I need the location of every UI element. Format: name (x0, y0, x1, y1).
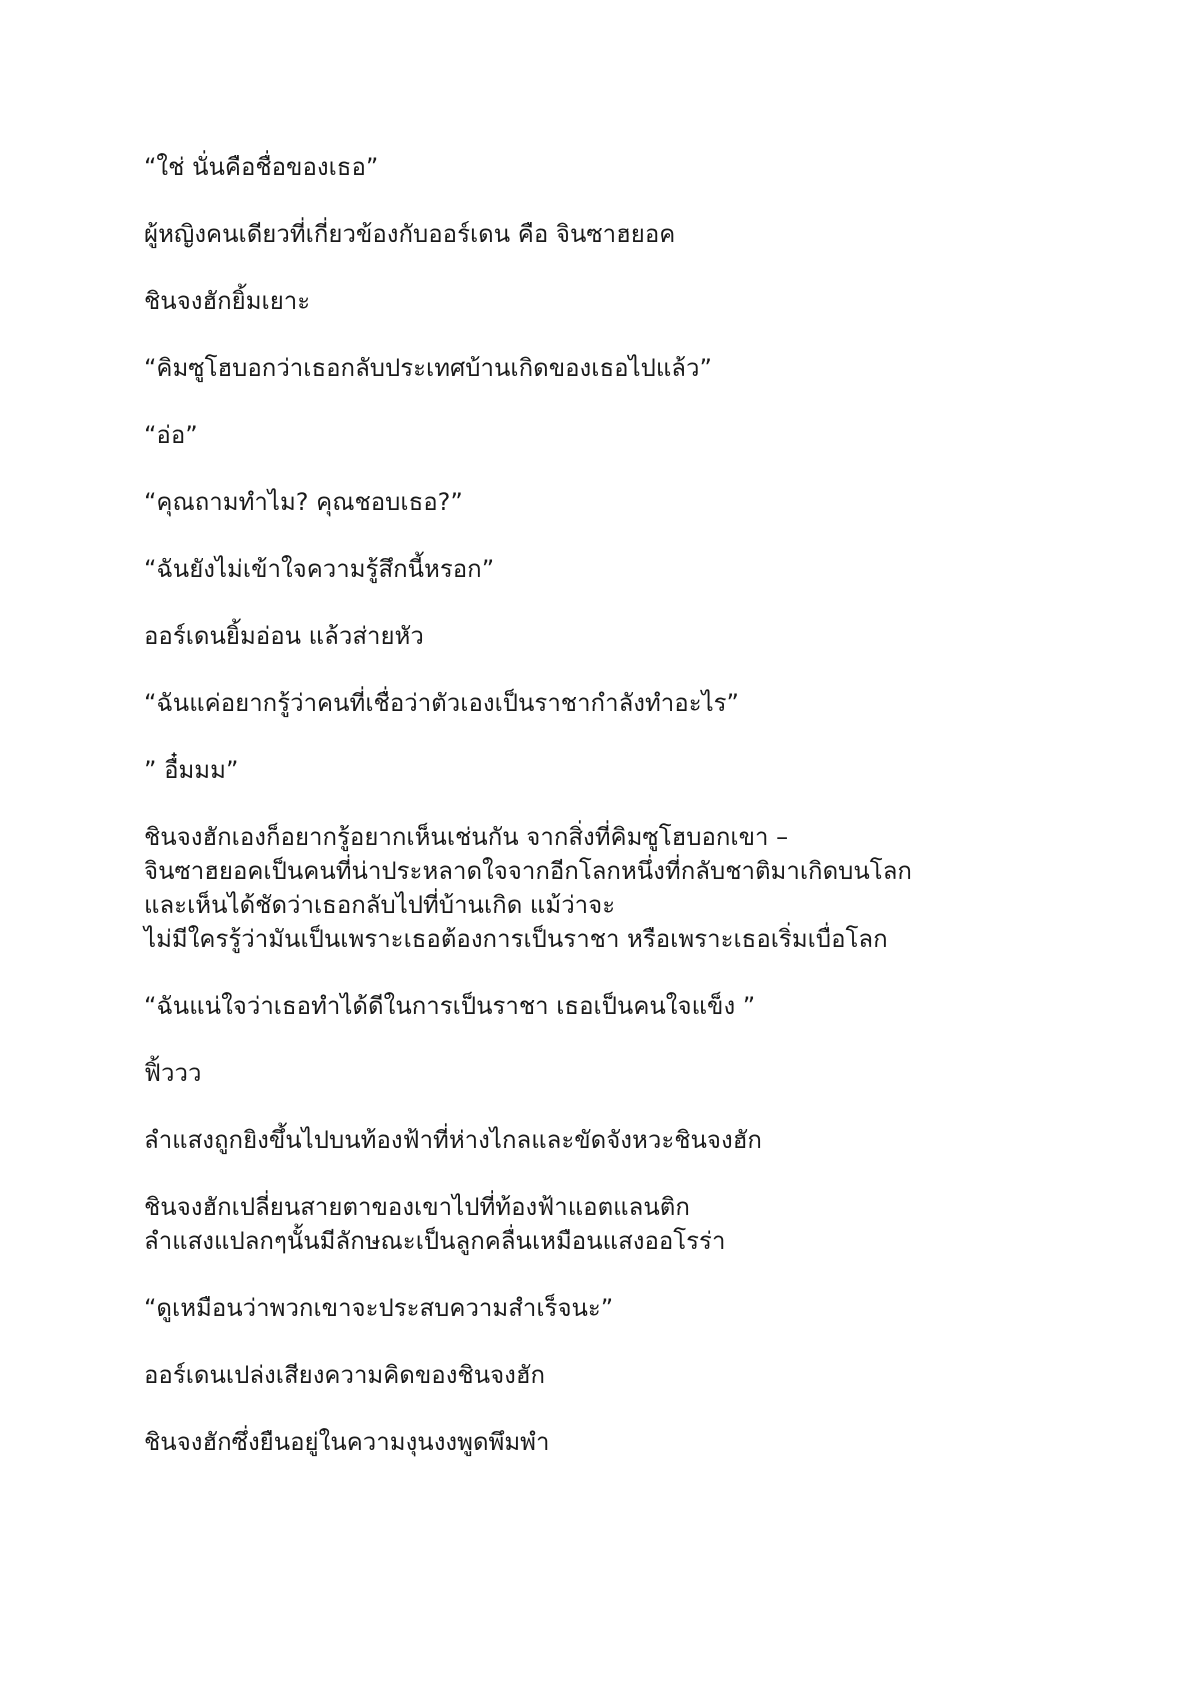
text-line: “คิมซูโฮบอกว่าเธอกลับประเทศบ้านเกิดของเธอไปแล้ว” (144, 354, 712, 382)
text-line: ไม่มีใครรู้ว่ามันเป็นเพราะเธอต้องการเป็นราชา หรือเพราะเธอเริ่มเบื่อโลก (144, 925, 888, 953)
paragraph (144, 820, 1044, 956)
paragraph (144, 1291, 1044, 1325)
paragraph (144, 150, 1044, 184)
text-line: จินซาฮยอคเป็นคนที่น่าประหลาดใจจากอีกโลกหนึ่งที่กลับชาติมาเกิดบนโลก (144, 857, 912, 885)
paragraph (144, 552, 1044, 586)
paragraph (144, 619, 1044, 653)
text-line: ชินจงฮักยิ้มเยาะ (144, 287, 311, 315)
paragraph (144, 284, 1044, 318)
text-line: “อ่อ” (144, 421, 198, 449)
text-line: ออร์เดนเปล่งเสียงความคิดของชินจงฮัก (144, 1361, 546, 1389)
text-line: ออร์เดนยิ้มอ่อน แล้วส่ายหัว (144, 622, 424, 650)
text-line: ชินจงฮักเปลี่ยนสายตาของเขาไปที่ท้องฟ้าแอตแลนติก (144, 1193, 690, 1221)
text-line: “ฉันแค่อยากรู้ว่าคนที่เชื่อว่าตัวเองเป็นราชากำลังทำอะไร” (144, 689, 739, 717)
text-line: และเห็นได้ชัดว่าเธอกลับไปที่บ้านเกิด แม้ว่าจะ (144, 891, 616, 919)
paragraph (144, 686, 1044, 720)
paragraph (144, 1358, 1044, 1392)
paragraph (144, 753, 1044, 787)
text-line: “ดูเหมือนว่าพวกเขาจะประสบความสำเร็จนะ” (144, 1294, 614, 1322)
paragraph (144, 1425, 1044, 1459)
text-line: “ฉันแน่ใจว่าเธอทำได้ดีในการเป็นราชา เธอเป็นคนใจแข็ง ” (144, 992, 756, 1020)
text-line: ผู้หญิงคนเดียวที่เกี่ยวข้องกับออร์เดน คือ จินซาฮยอค (144, 220, 676, 248)
paragraph (144, 351, 1044, 385)
text-line: ลำแสงแปลกๆนั้นมีลักษณะเป็นลูกคลื่นเหมือนแสงออโรร่า (144, 1227, 726, 1255)
text-line: “ใช่ นั่นคือชื่อของเธอ” (144, 153, 379, 181)
paragraph (144, 989, 1044, 1023)
text-line: ลำแสงถูกยิงขึ้นไปบนท้องฟ้าที่ห่างไกลและขัดจังหวะชินจงฮัก (144, 1126, 762, 1154)
paragraph (144, 418, 1044, 452)
paragraph (144, 1056, 1044, 1090)
text-line: “ฉันยังไม่เข้าใจความรู้สึกนี้หรอก” (144, 555, 495, 583)
document-body (144, 150, 1044, 1492)
paragraph (144, 1190, 1044, 1258)
text-line: ชินจงฮักซึ่งยืนอยู่ในความงุนงงพูดพึมพำ (144, 1428, 550, 1456)
text-line: ชินจงฮักเองก็อยากรู้อยากเห็นเช่นกัน จากสิ่งที่คิมซูโฮบอกเขา – (144, 823, 789, 851)
text-line: ” อื๋มมม” (144, 756, 239, 784)
paragraph (144, 485, 1044, 519)
text-line: “คุณถามทำไม? คุณชอบเธอ?” (144, 488, 463, 516)
text-line: ฟิ้ววว (144, 1059, 202, 1087)
paragraph (144, 217, 1044, 251)
paragraph (144, 1123, 1044, 1157)
